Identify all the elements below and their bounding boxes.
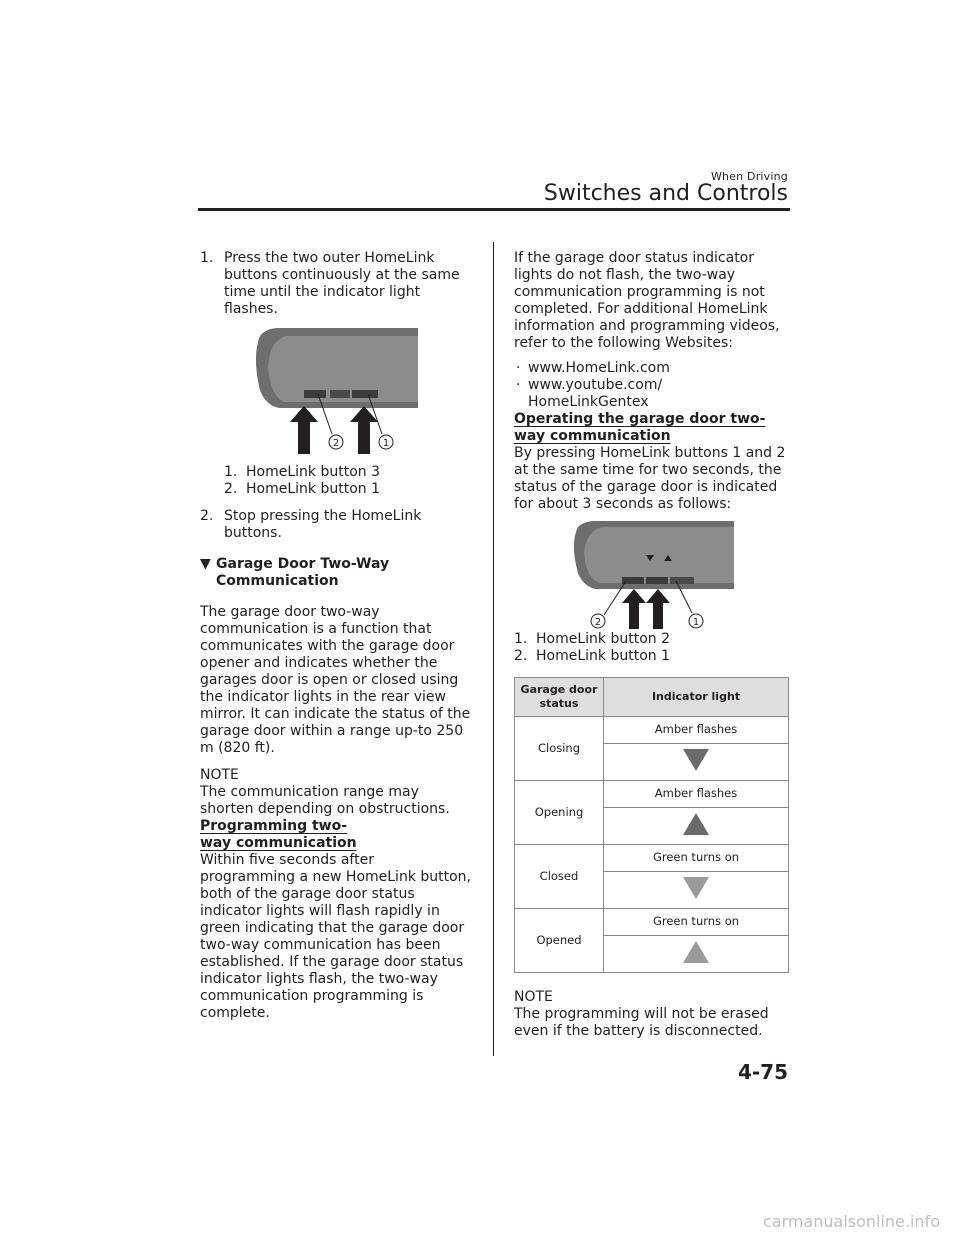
caption-number: 2. — [514, 648, 528, 664]
step-number: 2. — [200, 508, 214, 524]
table-row — [515, 845, 789, 872]
section-title-line2: Communication — [216, 573, 339, 589]
page-number: 4-75 — [737, 1060, 788, 1084]
header-rule — [198, 208, 790, 211]
paragraph-not-completed: If the garage door status indicator lights do not flash, the two-way communication programming is not completed. For additional HomeLink information and programming videos, refer to the following Websites: — [514, 250, 780, 351]
light-cell: Green turns on — [604, 909, 789, 936]
paragraph-operating: By pressing HomeLink buttons 1 and 2 at the same time for two seconds, the status of the garage door is indicated for about 3 seconds as follows: — [514, 445, 786, 512]
press-arrow-icon — [646, 589, 670, 629]
paragraph-programming: Within five seconds after programming a new HomeLink button, both of the garage door status indicator lights will flash rapidly in green indicating that the garage door two-way communication has been established. If the garage door status indicator lights flash, the two-way communication programming is complete. — [200, 852, 472, 1021]
down-triangle-icon: ▼ — [200, 556, 211, 572]
note-label: NOTE — [200, 767, 239, 783]
status-cell: Closing — [515, 717, 604, 781]
caption-number: 1. — [224, 464, 238, 480]
homelink-button — [646, 577, 668, 584]
down-arrow-icon — [681, 747, 711, 773]
up-arrow-icon — [681, 811, 711, 837]
heading-programming-two-way: Programming two-way communication — [200, 818, 357, 851]
press-arrow-icon — [290, 406, 318, 454]
homelink-button — [330, 390, 350, 398]
arrow-cell — [604, 808, 789, 845]
caption-item — [224, 481, 472, 498]
callout-number: 2 — [594, 617, 602, 628]
press-arrow-icon — [350, 406, 378, 454]
status-cell: Closed — [515, 845, 604, 909]
light-cell: Amber flashes — [604, 781, 789, 808]
table-row — [515, 909, 789, 936]
note-label: NOTE — [514, 989, 553, 1005]
arrow-cell — [604, 936, 789, 973]
header-section-label: When Driving — [710, 170, 788, 183]
heading-operating-two-way: Operating the garage door two-way communication — [514, 411, 766, 444]
callout-number: 1 — [382, 438, 390, 449]
status-cell: Opening — [515, 781, 604, 845]
caption-item — [514, 648, 790, 665]
caption-item — [514, 631, 790, 648]
table-row — [515, 781, 789, 808]
header-title: Switches and Controls — [543, 181, 788, 206]
column-header: Indicator light — [604, 678, 789, 717]
homelink-button — [352, 390, 378, 398]
step-1 — [200, 250, 472, 318]
homelink-button — [670, 577, 694, 584]
arrow-cell — [604, 744, 789, 781]
homelink-button — [304, 390, 326, 398]
step-number: 1. — [200, 250, 214, 266]
up-arrow-icon — [681, 939, 711, 965]
status-cell: Opened — [515, 909, 604, 973]
mirror-figure-1 — [200, 326, 472, 462]
caption-number: 1. — [514, 631, 528, 647]
paragraph-two-way-description: The garage door two-way communication is a function that communicates with the garage door opener and indicates whether the garages door is open or closed using the indicator lights in the rear view mirror. It can indicate the status of the garage door within a range up-to 250 m (820 ft). — [200, 604, 471, 756]
light-cell: Green turns on — [604, 845, 789, 872]
caption-text: HomeLink button 2 — [536, 631, 670, 647]
caption-text: HomeLink button 1 — [246, 481, 380, 497]
arrow-cell — [604, 872, 789, 909]
right-column — [514, 250, 790, 1040]
mirror-figure-2 — [514, 519, 790, 631]
figure-1-captions — [224, 464, 472, 498]
column-header: Garage door status — [515, 678, 604, 717]
step-2 — [200, 508, 472, 542]
table-row — [515, 717, 789, 744]
press-arrow-icon — [622, 589, 646, 629]
caption-number: 2. — [224, 481, 238, 497]
step-text: Press the two outer HomeLink buttons continuously at the same time until the indicator light flashes. — [224, 250, 460, 317]
note-text: The communication range may shorten depending on obstructions. — [200, 784, 450, 817]
website-link[interactable]: · www.HomeLink.com — [514, 360, 790, 377]
light-cell: Amber flashes — [604, 717, 789, 744]
step-text: Stop pressing the HomeLink buttons. — [224, 508, 422, 541]
section-title-line1: Garage Door Two-Way — [216, 556, 390, 572]
indicator-status-table — [514, 677, 789, 973]
figure-2-captions — [514, 631, 790, 665]
down-arrow-icon — [681, 875, 711, 901]
caption-text: HomeLink button 3 — [246, 464, 380, 480]
caption-item — [224, 464, 472, 481]
caption-text: HomeLink button 1 — [536, 648, 670, 664]
column-divider — [493, 242, 494, 1056]
section-heading — [200, 556, 472, 590]
watermark: carmanualsonline.info — [762, 1212, 940, 1231]
callout-number: 2 — [332, 438, 340, 449]
table-header-row — [515, 678, 789, 717]
callout-number: 1 — [692, 617, 700, 628]
left-column — [200, 250, 472, 1022]
note-text: The programming will not be erased even if the battery is disconnected. — [514, 1006, 769, 1039]
website-link[interactable]: · www.youtube.com/ HomeLinkGentex — [514, 377, 678, 411]
